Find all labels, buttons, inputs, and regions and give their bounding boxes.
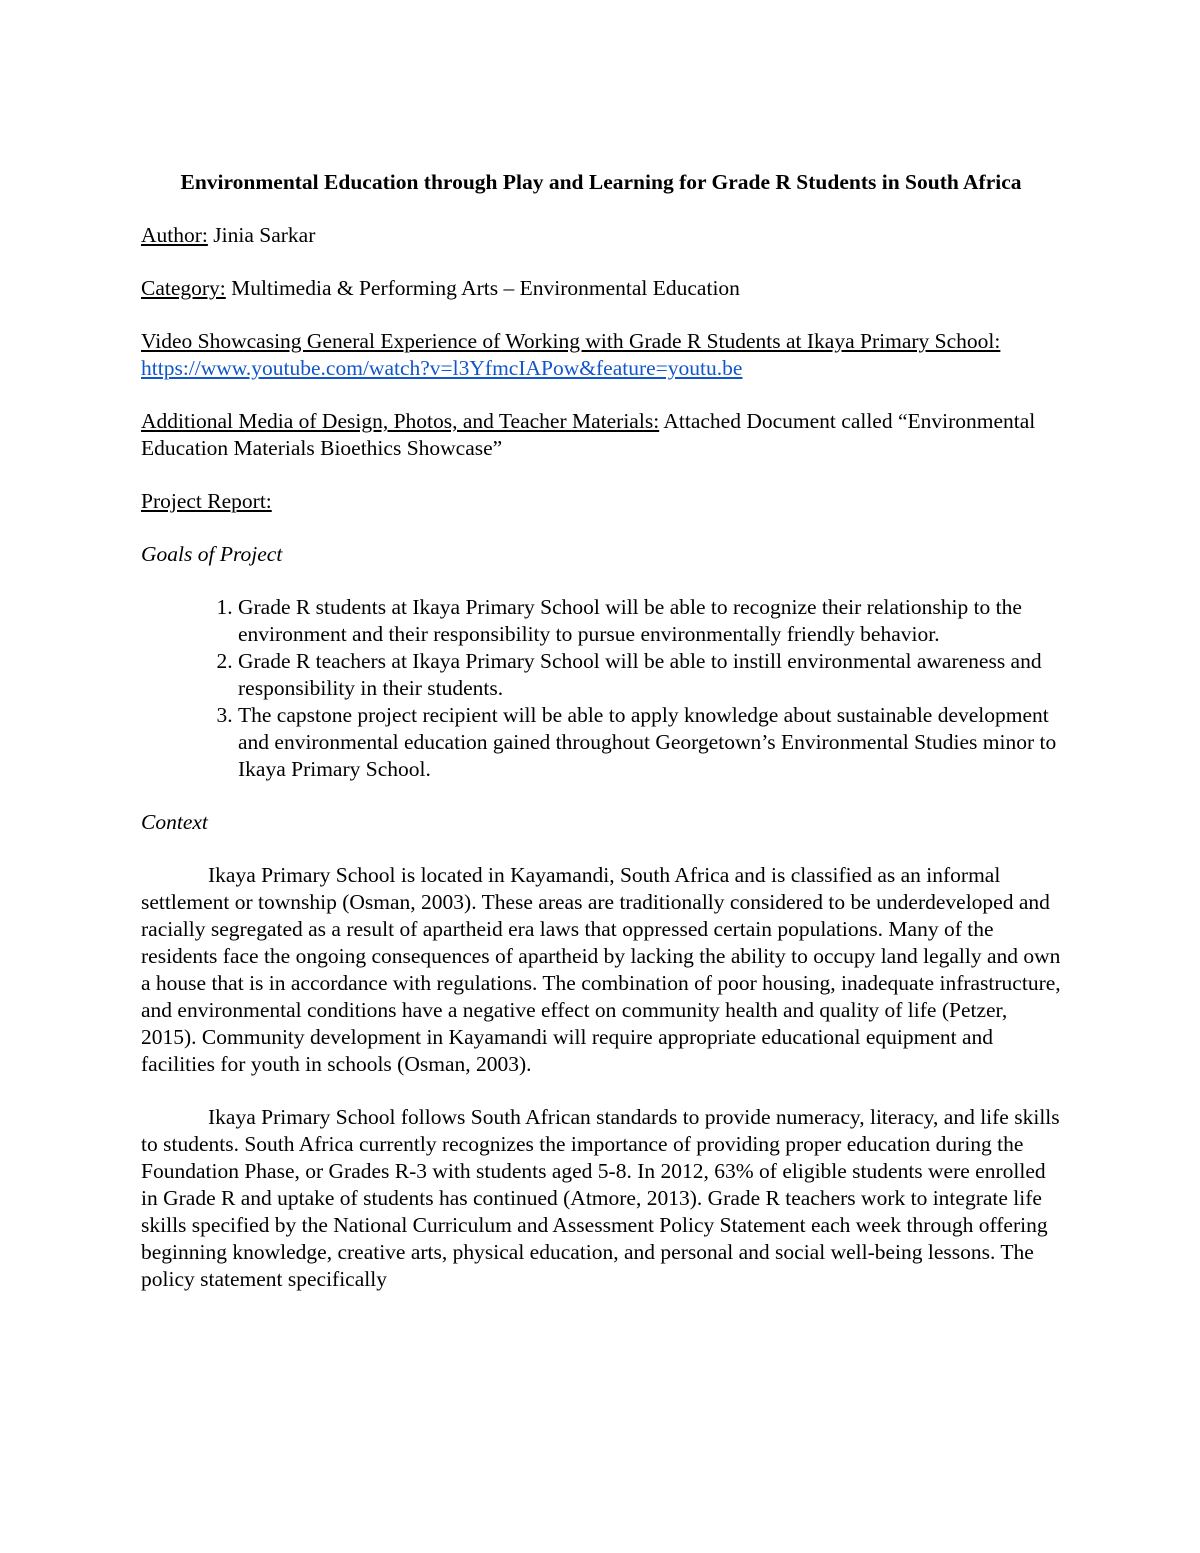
context-paragraph: Ikaya Primary School is located in Kayamandi, South Africa and is classified as an informal settlement or township (Osman, 2003). These areas are traditionally considered to be underdeveloped and racially segregated as a result of apartheid era laws that oppressed certain populations. Many of the residents face the ongoing consequences of apartheid by lacking the ability to occupy land legally and own a house that is in accordance with regulations. The combination of poor housing, inadequate infrastructure, and environmental conditions have a negative effect on community health and quality of life (Petzer, 2015). Community development in Kayamandi will require appropriate educational equipment and facilities for youth in schools (Osman, 2003). xyxy=(141,863,1061,1076)
author-label: Author: xyxy=(141,223,208,247)
category-value: Multimedia & Performing Arts – Environmental Education xyxy=(225,276,740,300)
author-value: Jinia Sarkar xyxy=(207,223,316,247)
media-value: Attached Document called “Environmental Education Materials Bioethics Showcase” xyxy=(141,409,1036,460)
video-line xyxy=(141,328,1061,382)
video-link[interactable]: https://www.youtube.com/watch?v=l3YfmcIAPow&feature=youtu.be xyxy=(141,356,743,380)
category-label: Category: xyxy=(141,276,226,300)
category-line xyxy=(141,275,1061,302)
goals-list xyxy=(141,594,1061,783)
video-label: Video Showcasing General Experience of Working with Grade R Students at Ikaya Primary School: xyxy=(141,329,1001,353)
goal-item: 2. Grade R teachers at Ikaya Primary School will be able to instill environmental awareness and responsibility in their students. xyxy=(238,648,1061,702)
report-label: Project Report: xyxy=(141,489,272,513)
report-line xyxy=(141,488,1061,515)
media-line xyxy=(141,408,1061,462)
goals-heading: Goals of Project xyxy=(141,542,283,566)
goal-item: 3. The capstone project recipient will be able to apply knowledge about sustainable development and environmental education gained throughout Georgetown’s Environmental Studies minor to Ikaya Primary School. xyxy=(238,702,1061,783)
context-heading: Context xyxy=(141,810,208,834)
document-page xyxy=(141,168,1061,1319)
goal-item: 1. Grade R students at Ikaya Primary School will be able to recognize their relationship to the environment and their responsibility to pursue environmentally friendly behavior. xyxy=(238,594,1061,648)
media-label: Additional Media of Design, Photos, and Teacher Materials: xyxy=(141,409,660,433)
author-line xyxy=(141,222,1061,249)
context-paragraph: Ikaya Primary School follows South African standards to provide numeracy, literacy, and life skills to students. South Africa currently recognizes the importance of providing proper education during the Foundation Phase, or Grades R-3 with students aged 5-8. In 2012, 63% of eligible students were enrolled in Grade R and uptake of students has continued (Atmore, 2013). Grade R teachers work to integrate life skills specified by the National Curriculum and Assessment Policy Statement each week through offering beginning knowledge, creative arts, physical education, and personal and social well-being lessons. The policy statement specifically xyxy=(141,1105,1060,1291)
document-title: Environmental Education through Play and Learning for Grade R Students in South Africa xyxy=(180,170,1022,194)
